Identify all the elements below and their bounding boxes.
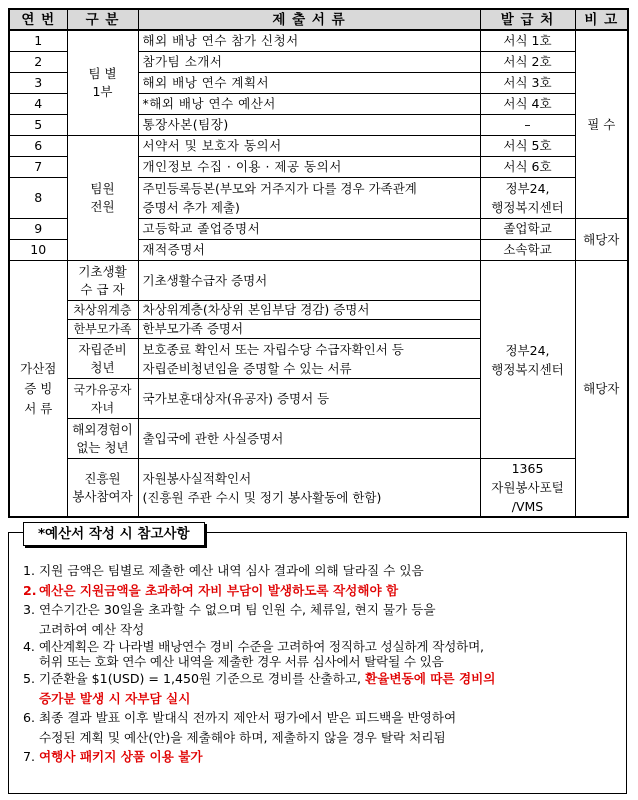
row-document: 주민등록등본(부모와 거주지가 다를 경우 가족관계 증명서 추가 제출) (138, 178, 480, 219)
row-document: 통장사본(팀장) (138, 115, 480, 136)
row-document: 참가팀 소개서 (138, 52, 480, 73)
row-issuer: 서식 1호 (480, 30, 575, 52)
bonus-volunteer-issuer: 1365 자원봉사포털 /VMS (480, 459, 575, 518)
bonus-document: 보호종료 확인서 또는 자립수당 수급자확인서 등 자립준비청년임을 증명할 수 있는 서류 (138, 339, 480, 379)
document-list-table (8, 8, 629, 518)
row-document: 서약서 및 보호자 동의서 (138, 136, 480, 157)
row-issuer: 서식 5호 (480, 136, 575, 157)
bonus-subcategory: 차상위계층 (67, 301, 138, 320)
bonus-row (9, 261, 628, 301)
row-issuer: 졸업학교 (480, 219, 575, 240)
row-document: 해외 배낭 연수 계획서 (138, 73, 480, 94)
note-text: 여행사 패키지 상품 이용 불가 (39, 749, 203, 764)
note-text-highlight: 환율변동에 따른 경비의 (365, 671, 496, 686)
note-text-continued: 고려하여 예산 작성 (39, 621, 145, 637)
row-no: 5 (9, 115, 67, 136)
row-no: 3 (9, 73, 67, 94)
row-no: 10 (9, 240, 67, 261)
note-item-6 (23, 708, 619, 747)
note-number: 7. (23, 749, 36, 764)
row-document: *해외 배낭 연수 예산서 (138, 94, 480, 115)
bonus-remark: 해당자 (575, 261, 628, 518)
budget-notes-box (8, 526, 627, 794)
notes-title: *예산서 작성 시 참고사항 (23, 522, 205, 546)
note-item-5 (23, 669, 619, 708)
note-number: 2. (23, 582, 37, 598)
table-row (9, 136, 628, 157)
row-issuer: 서식 2호 (480, 52, 575, 73)
bonus-document: 한부모가족 증명서 (138, 320, 480, 339)
row-no: 4 (9, 94, 67, 115)
notes-list (23, 561, 619, 767)
note-number: 1. (23, 563, 36, 578)
bonus-subcategory: 한부모가족 (67, 320, 138, 339)
note-number: 5. (23, 671, 36, 686)
row-issuer: 소속학교 (480, 240, 575, 261)
bonus-subcategory: 기초생활 수 급 자 (67, 261, 138, 301)
note-number: 6. (23, 710, 36, 725)
note-item-2 (23, 581, 619, 601)
row-document: 개인정보 수집 · 이용 · 제공 동의서 (138, 157, 480, 178)
header-category: 구 분 (67, 9, 138, 30)
row-document: 재적증명서 (138, 240, 480, 261)
header-issuer: 발 급 처 (480, 9, 575, 30)
group-member: 팀원 전원 (67, 136, 138, 261)
row-no: 1 (9, 30, 67, 52)
bonus-document: 출입국에 관한 사실증명서 (138, 419, 480, 459)
row-no: 7 (9, 157, 67, 178)
note-text-highlight-continued: 증가분 발생 시 자부담 실시 (39, 690, 191, 706)
row-issuer: 서식 3호 (480, 73, 575, 94)
note-text: 예산계획은 각 나라별 배낭연수 경비 수준을 고려하여 정직하고 성실하게 작성하며, (39, 639, 484, 654)
note-item-3 (23, 600, 619, 639)
note-text: 기준환율 $1(USD) = 1,450원 기준으로 경비를 산출하고, (39, 671, 366, 686)
row-issuer: 정부24, 행정복지센터 (480, 178, 575, 219)
header-documents: 제 출 서 류 (138, 9, 480, 30)
bonus-document: 국가보훈대상자(유공자) 증명서 등 (138, 379, 480, 419)
bonus-issuer: 정부24, 행정복지센터 (480, 261, 575, 459)
bonus-document: 기초생활수급자 증명서 (138, 261, 480, 301)
note-number: 3. (23, 602, 36, 617)
row-issuer: 서식 4호 (480, 94, 575, 115)
bonus-subcategory: 진흥원 봉사참여자 (67, 459, 138, 518)
group-team: 팀 별 1부 (67, 30, 138, 136)
row-no: 2 (9, 52, 67, 73)
row-no: 8 (9, 178, 67, 219)
note-text-continued: 수정된 계획 및 예산(안)을 제출해야 하며, 제출하지 않을 경우 탈락 처리됨 (39, 729, 446, 745)
note-text: 최종 결과 발표 이후 발대식 전까지 제안서 평가에서 받은 피드백을 반영하여 (39, 710, 457, 725)
note-item-7 (23, 747, 619, 767)
note-text: 지원 금액은 팀별로 제출한 예산 내역 심사 결과에 의해 달라질 수 있음 (39, 563, 424, 578)
bonus-document: 자원봉사실적확인서 (진흥원 주관 수시 및 정기 봉사활동에 한함) (138, 459, 480, 518)
row-no: 6 (9, 136, 67, 157)
note-text: 연수기간은 30일을 초과할 수 없으며 팀 인원 수, 체류일, 현지 물가 등을 (39, 602, 436, 617)
remark-applicable: 해당자 (575, 219, 628, 261)
row-issuer: – (480, 115, 575, 136)
table-header-row (9, 9, 628, 30)
note-number: 4. (23, 639, 35, 654)
header-remarks: 비 고 (575, 9, 628, 30)
note-text: 예산은 지원금액을 초과하여 자비 부담이 발생하도록 작성해야 함 (39, 582, 399, 598)
bonus-subcategory: 국가유공자 자녀 (67, 379, 138, 419)
note-item-4 (23, 639, 619, 669)
row-document: 고등학교 졸업증명서 (138, 219, 480, 240)
bonus-document: 차상위계층(차상위 본임부담 경감) 증명서 (138, 301, 480, 320)
row-no: 9 (9, 219, 67, 240)
bonus-subcategory: 자립준비 청년 (67, 339, 138, 379)
table-row (9, 30, 628, 52)
group-bonus: 가산점 증 빙 서 류 (9, 261, 67, 518)
bonus-row (9, 459, 628, 518)
row-issuer: 서식 6호 (480, 157, 575, 178)
note-text-continued: 허위 또는 호화 연수 예산 내역을 제출한 경우 서류 심사에서 탈락될 수 있음 (39, 654, 444, 669)
header-no: 연 번 (9, 9, 67, 30)
row-document: 해외 배낭 연수 참가 신청서 (138, 30, 480, 52)
bonus-subcategory: 해외경험이 없는 청년 (67, 419, 138, 459)
remark-required: 필 수 (575, 30, 628, 219)
note-item-1 (23, 561, 619, 581)
